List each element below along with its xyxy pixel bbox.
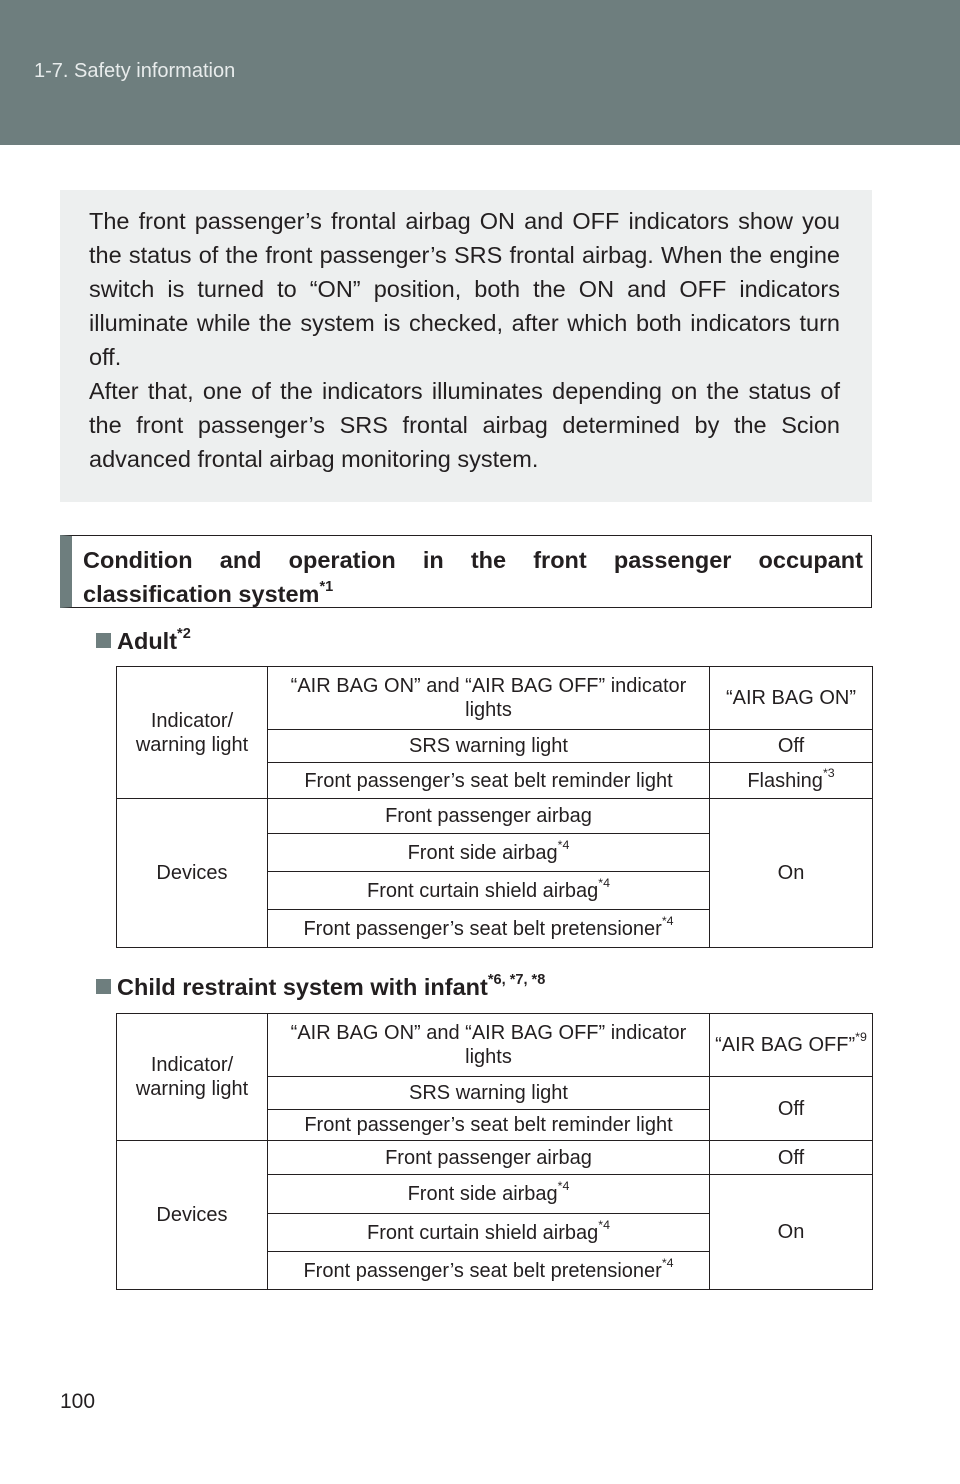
infant-heading-text: Child restraint system with infant	[117, 974, 488, 1000]
device-label-note: *4	[661, 1255, 674, 1270]
device-label-note: *4	[557, 837, 570, 852]
value-note: *9	[855, 1030, 867, 1045]
indicator-label-cell: “AIR BAG ON” and “AIR BAG OFF” indicator lights	[268, 667, 710, 730]
devices-category-cell: Devices	[117, 1141, 268, 1290]
square-bullet-icon	[96, 633, 111, 648]
table-row	[117, 799, 873, 834]
indicator-value-cell: Off	[710, 730, 873, 763]
indicator-label-cell: Front passenger’s seat belt reminder light	[268, 1110, 710, 1141]
device-label-cell	[268, 834, 710, 872]
page-number: 100	[60, 1390, 96, 1413]
indicator-category-cell: Indicator/ warning light	[117, 1014, 268, 1141]
device-label-cell	[268, 1214, 710, 1252]
infant-table	[116, 1013, 873, 1290]
intro-paragraph-1: The front passenger’s frontal airbag ON and OFF indicators show you the status of the front passenger’s SRS frontal airbag. When the engine switch is turned to “ON” position, both the ON and OFF indicators illuminate while the system is checked, after which both indicators turn off.	[89, 208, 840, 370]
indicator-value-cell	[710, 763, 873, 799]
device-label-cell: Front passenger airbag	[268, 799, 710, 834]
devices-category-cell: Devices	[117, 799, 268, 948]
indicator-label-cell: SRS warning light	[268, 1077, 710, 1110]
device-label-cell	[268, 910, 710, 948]
device-label-note: *4	[557, 1179, 570, 1194]
device-label-text: Front curtain shield airbag	[367, 879, 599, 902]
device-label-text: Front side airbag	[407, 841, 558, 864]
infant-heading-note: *6, *7, *8	[487, 972, 546, 988]
intro-paragraph-2: After that, one of the indicators illuminates depending on the status of the front passenger’s SRS frontal airbag determined by the Scion advanced frontal airbag monitoring system.	[89, 378, 840, 472]
section-heading-title: Condition and operation in the front passenger occupant classification system	[83, 547, 863, 607]
indicator-value-cell	[710, 1014, 873, 1077]
device-label-text: Front side airbag	[407, 1183, 558, 1205]
value-text: Flashing	[747, 769, 823, 792]
value-note: *3	[822, 765, 835, 780]
section-breadcrumb: 1-7. Safety information	[34, 60, 236, 82]
indicator-label-cell: Front passenger’s seat belt reminder light	[268, 763, 710, 799]
table-row	[117, 1014, 873, 1077]
device-label-cell	[268, 872, 710, 910]
infant-heading	[96, 974, 545, 1001]
intro-box	[60, 190, 872, 502]
indicator-label-cell: SRS warning light	[268, 730, 710, 763]
device-label-note: *4	[598, 875, 610, 890]
device-label-text: Front passenger’s seat belt pretensioner	[303, 917, 662, 940]
section-heading	[60, 535, 872, 608]
devices-value-cell: On	[710, 1175, 873, 1290]
device-label-text: Front passenger’s seat belt pretensioner	[303, 1259, 662, 1282]
value-text: “AIR BAG OFF”	[715, 1034, 856, 1056]
device-label-cell	[268, 1252, 710, 1290]
adult-heading-note: *2	[177, 626, 191, 642]
device-value-cell: Off	[710, 1141, 873, 1175]
square-bullet-icon	[96, 979, 111, 994]
adult-heading-text: Adult	[117, 628, 178, 654]
indicator-value-cell: “AIR BAG ON”	[710, 667, 873, 730]
adult-table	[116, 666, 873, 948]
section-heading-note: *1	[319, 579, 334, 595]
indicator-value-cell: Off	[710, 1077, 873, 1141]
devices-value-cell: On	[710, 799, 873, 948]
indicator-category-cell: Indicator/ warning light	[117, 667, 268, 799]
page-header-bar	[0, 0, 960, 145]
adult-heading	[96, 628, 191, 655]
table-row	[117, 667, 873, 730]
device-label-cell	[268, 1175, 710, 1214]
device-label-cell: Front passenger airbag	[268, 1141, 710, 1175]
device-label-text: Front curtain shield airbag	[367, 1221, 599, 1244]
device-label-note: *4	[661, 913, 674, 928]
indicator-label-cell: “AIR BAG ON” and “AIR BAG OFF” indicator lights	[268, 1014, 710, 1077]
device-label-note: *4	[598, 1217, 610, 1232]
section-heading-text	[83, 543, 863, 611]
table-row	[117, 1141, 873, 1175]
